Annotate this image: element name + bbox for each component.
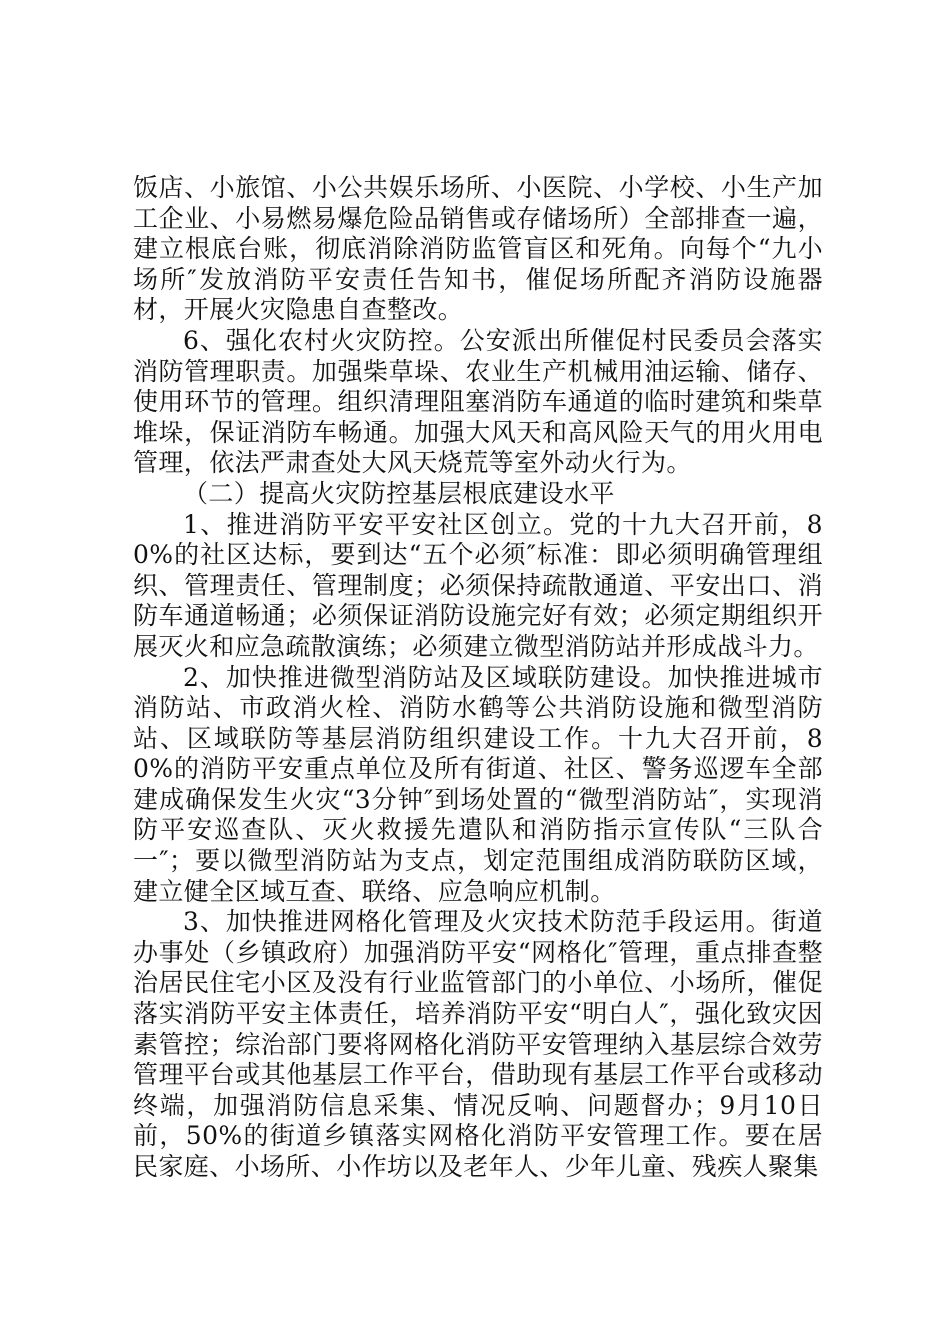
paragraph-item-2: 2、加快推进微型消防站及区域联防建设。加快推进城市消防站、市政消火栓、消防水鹤等公共消防设施和微型消防站、区域联防等基层消防组织建设工作。十九大召开前，80%的消防平安重点单位及所有街道、社区、警务巡逻车全部建成确保发生火灾“3分钟″到场处置的“微型消防站″，实现消防平安巡查队、灭火救援先遣队和消防指示宣传队“三队合一″；要以微型消防站为支点，划定范围组成消防联防区域，建立健全区域互查、联络、应急响应机制。 (133, 662, 823, 906)
paragraph-item-3: 3、加快推进网格化管理及火灾技术防范手段运用。街道办事处（乡镇政府）加强消防平安“网格化″管理，重点排查整治居民住宅小区及没有行业监管部门的小单位、小场所，催促落实消防平安主体责任，培养消防平安“明白人″，强化致灾因素管控；综治部门要将网格化消防平安管理纳入基层综合效劳管理平台或其他基层工作平台，借助现有基层工作平台或移动终端，加强消防信息采集、情况反响、问题督办；9月10日前，50%的街道乡镇落实网格化消防平安管理工作。要在居民家庭、小场所、小作坊以及老年人、少年儿童、残疾人聚集 (133, 907, 823, 1181)
paragraph-item-6: 6、强化农村火灾防控。公安派出所催促村民委员会落实消防管理职责。加强柴草垛、农业生产机械用油运输、储存、使用环节的管理。组织清理阻塞消防车通道的临时建筑和柴草堆垛，保证消防车畅通。加强大风天和高风险天气的用火用电管理，依法严肃查处大风天烧荒等室外动火行为。 (133, 325, 823, 478)
section-heading: （二）提高火灾防控基层根底建设水平 (183, 478, 615, 508)
document-body (133, 173, 823, 1183)
paragraph-continued: 饭店、小旅馆、小公共娱乐场所、小医院、小学校、小生产加工企业、小易燃易爆危险品销售或存储场所）全部排查一遍，建立根底台账，彻底消除消防监管盲区和死角。向每个“九小场所″发放消防平安责任告知书，催促场所配齐消防设施器材，开展火灾隐患自查整改。 (133, 173, 823, 325)
paragraph-item-1: 1、推进消防平安平安社区创立。党的十九大召开前，80%的社区达标，要到达“五个必须″标准：即必须明确管理组织、管理责任、管理制度；必须保持疏散通道、平安出口、消防车通道畅通；必须保证消防设施完好有效；必须定期组织开展灭火和应急疏散演练；必须建立微型消防站并形成战斗力。 (133, 509, 823, 661)
